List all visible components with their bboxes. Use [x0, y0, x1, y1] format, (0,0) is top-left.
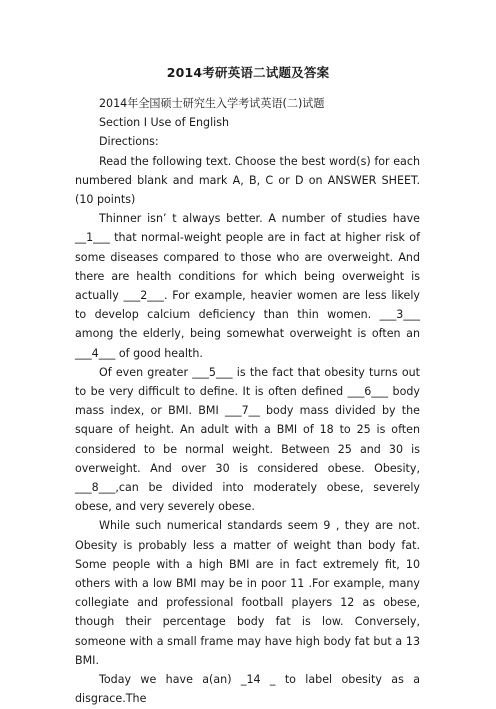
directions-label: Directions: — [99, 135, 159, 149]
directions-text: Read the following text. Choose the best word(s) for each numbered blank and mark A, B, C or D on ANSWER SHEET. (10 points) — [75, 154, 420, 207]
section-heading: Section I Use of English — [99, 116, 230, 130]
document-title: 2014考研英语二试题及答案 — [166, 65, 330, 80]
exam-heading: 2014年全国硕士研究生入学考试英语(二)试题 — [99, 97, 325, 110]
passage-paragraph: Of even greater ___5___ is the fact that obesity turns out to be very difficult to define. It is often defined ___6___ body mass index, or BMI. BMI ___7__ body mass divided by the square of height. An adult with a BMI of 18 to 25 is often considered to be normal weight. Between 25 and 30 is overweight. And over 30 is considered obese. Obesity, ___8___,can be divided into moderately obese, severely obese, and very severely obese. — [75, 365, 420, 514]
passage-paragraph: Today we have a(an) _14 _ to label obesity as a disgrace.The — [75, 673, 420, 706]
passage-paragraph: While such numerical standards seem 9 , they are not. Obesity is probably less a matter of weight than body fat. Some people with a high BMI are in fact extremely fit, 10 others with a low BMI may be in poor 11 .For example, many collegiate and professional football players 12 as obese, though their percentage body fat is low. Conversely, someone with a small frame may have high body fat but a 13 BMI. — [75, 519, 420, 667]
passage-paragraph: Thinner isn’ t always better. A number of studies have __1___ that normal-weight people are in fact at higher risk of some diseases compared to those who are overweight. And there are health conditions for which being overweight is actually ___2___. For example, heavier women are less likely to develop calcium deficiency than thin women. ___3___ among the elderly, being somewhat overweight is often an ___4___ of good health. — [75, 212, 420, 360]
document-body — [75, 94, 420, 709]
